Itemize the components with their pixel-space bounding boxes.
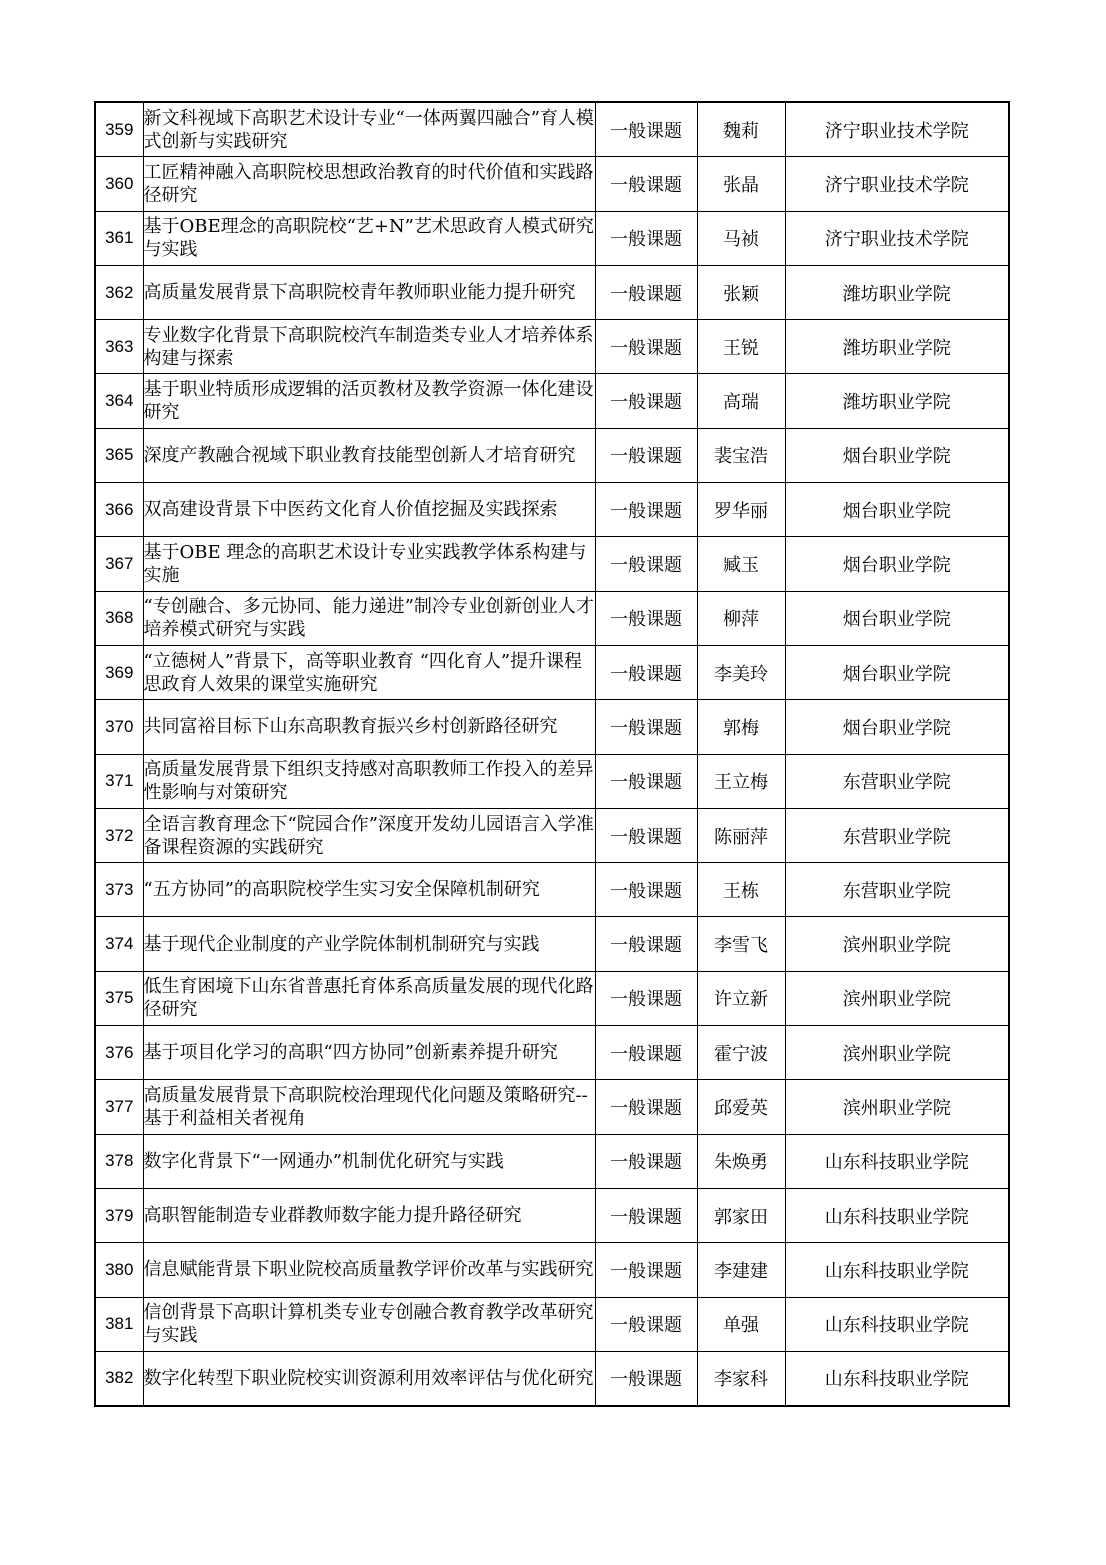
institution-name: 山东科技职业学院 [785, 1243, 1009, 1297]
institution-name: 滨州职业学院 [785, 1026, 1009, 1080]
row-number: 369 [95, 645, 143, 699]
row-number: 380 [95, 1243, 143, 1297]
institution-name: 烟台职业学院 [785, 428, 1009, 482]
institution-name: 烟台职业学院 [785, 700, 1009, 754]
project-leader: 李美玲 [697, 645, 785, 699]
row-number: 364 [95, 374, 143, 428]
project-leader: 王锐 [697, 320, 785, 374]
row-number: 375 [95, 971, 143, 1025]
table-row [95, 700, 1009, 754]
project-leader: 李建建 [697, 1243, 785, 1297]
project-category: 一般课题 [595, 1243, 697, 1297]
institution-name: 济宁职业技术学院 [785, 157, 1009, 211]
row-number: 363 [95, 320, 143, 374]
institution-name: 潍坊职业学院 [785, 320, 1009, 374]
table-row [95, 645, 1009, 699]
institution-name: 滨州职业学院 [785, 1080, 1009, 1134]
project-title: 共同富裕目标下山东高职教育振兴乡村创新路径研究 [143, 700, 595, 754]
table-row [95, 374, 1009, 428]
table-row [95, 1080, 1009, 1134]
project-list-table [94, 101, 1010, 1407]
project-title: 数字化背景下“一网通办”机制优化研究与实践 [143, 1134, 595, 1188]
table-row [95, 754, 1009, 808]
project-title: 深度产教融合视域下职业教育技能型创新人才培育研究 [143, 428, 595, 482]
project-leader: 高瑞 [697, 374, 785, 428]
table-row [95, 428, 1009, 482]
project-title: “专创融合、多元协同、能力递进”制冷专业创新创业人才培养模式研究与实践 [143, 591, 595, 645]
project-category: 一般课题 [595, 971, 697, 1025]
project-leader: 朱焕勇 [697, 1134, 785, 1188]
project-category: 一般课题 [595, 863, 697, 917]
row-number: 359 [95, 102, 143, 157]
project-title: 双高建设背景下中医药文化育人价值挖掘及实践探索 [143, 483, 595, 537]
institution-name: 东营职业学院 [785, 808, 1009, 862]
row-number: 370 [95, 700, 143, 754]
row-number: 368 [95, 591, 143, 645]
institution-name: 滨州职业学院 [785, 917, 1009, 971]
project-title: 基于现代企业制度的产业学院体制机制研究与实践 [143, 917, 595, 971]
row-number: 376 [95, 1026, 143, 1080]
institution-name: 潍坊职业学院 [785, 374, 1009, 428]
project-category: 一般课题 [595, 537, 697, 591]
project-category: 一般课题 [595, 917, 697, 971]
project-category: 一般课题 [595, 1080, 697, 1134]
table-row [95, 102, 1009, 157]
project-category: 一般课题 [595, 211, 697, 265]
institution-name: 烟台职业学院 [785, 537, 1009, 591]
project-category: 一般课题 [595, 754, 697, 808]
project-category: 一般课题 [595, 157, 697, 211]
project-leader: 裴宝浩 [697, 428, 785, 482]
institution-name: 山东科技职业学院 [785, 1188, 1009, 1242]
project-leader: 邱爱英 [697, 1080, 785, 1134]
project-title: 数字化转型下职业院校实训资源利用效率评估与优化研究 [143, 1351, 595, 1406]
table-row [95, 265, 1009, 319]
table-row [95, 971, 1009, 1025]
institution-name: 烟台职业学院 [785, 483, 1009, 537]
row-number: 373 [95, 863, 143, 917]
project-category: 一般课题 [595, 700, 697, 754]
project-category: 一般课题 [595, 483, 697, 537]
institution-name: 东营职业学院 [785, 754, 1009, 808]
project-title: 低生育困境下山东省普惠托育体系高质量发展的现代化路径研究 [143, 971, 595, 1025]
project-title: 高质量发展背景下高职院校青年教师职业能力提升研究 [143, 265, 595, 319]
project-title: 高质量发展背景下组织支持感对高职教师工作投入的差异性影响与对策研究 [143, 754, 595, 808]
project-title: 基于OBE理念的高职院校“艺+N”艺术思政育人模式研究与实践 [143, 211, 595, 265]
project-category: 一般课题 [595, 1351, 697, 1406]
project-category: 一般课题 [595, 1188, 697, 1242]
project-leader: 许立新 [697, 971, 785, 1025]
project-leader: 霍宁波 [697, 1026, 785, 1080]
project-title: 专业数字化背景下高职院校汽车制造类专业人才培养体系构建与探索 [143, 320, 595, 374]
project-category: 一般课题 [595, 645, 697, 699]
project-category: 一般课题 [595, 591, 697, 645]
project-leader: 陈丽萍 [697, 808, 785, 862]
project-title: 信创背景下高职计算机类专业专创融合教育教学改革研究与实践 [143, 1297, 595, 1351]
project-title: “五方协同”的高职院校学生实习安全保障机制研究 [143, 863, 595, 917]
table-row [95, 1026, 1009, 1080]
table-row [95, 808, 1009, 862]
project-title: 工匠精神融入高职院校思想政治教育的时代价值和实践路径研究 [143, 157, 595, 211]
institution-name: 东营职业学院 [785, 863, 1009, 917]
project-title: “立德树人”背景下，高等职业教育 “四化育人”提升课程思政育人效果的课堂实施研究 [143, 645, 595, 699]
project-title: 全语言教育理念下“院园合作”深度开发幼儿园语言入学准备课程资源的实践研究 [143, 808, 595, 862]
project-leader: 罗华丽 [697, 483, 785, 537]
row-number: 367 [95, 537, 143, 591]
row-number: 374 [95, 917, 143, 971]
table-row [95, 211, 1009, 265]
project-leader: 马祯 [697, 211, 785, 265]
table-row [95, 483, 1009, 537]
project-leader: 郭梅 [697, 700, 785, 754]
table-row [95, 863, 1009, 917]
project-category: 一般课题 [595, 265, 697, 319]
table-row [95, 917, 1009, 971]
project-leader: 单强 [697, 1297, 785, 1351]
project-leader: 李家科 [697, 1351, 785, 1406]
project-title: 新文科视域下高职艺术设计专业“一体两翼四融合”育人模式创新与实践研究 [143, 102, 595, 157]
row-number: 366 [95, 483, 143, 537]
row-number: 381 [95, 1297, 143, 1351]
table-row [95, 537, 1009, 591]
institution-name: 滨州职业学院 [785, 971, 1009, 1025]
project-category: 一般课题 [595, 808, 697, 862]
row-number: 382 [95, 1351, 143, 1406]
institution-name: 烟台职业学院 [785, 591, 1009, 645]
project-title: 高质量发展背景下高职院校治理现代化问题及策略研究--基于利益相关者视角 [143, 1080, 595, 1134]
row-number: 360 [95, 157, 143, 211]
table-body [95, 102, 1009, 1406]
institution-name: 济宁职业技术学院 [785, 102, 1009, 157]
project-leader: 柳萍 [697, 591, 785, 645]
row-number: 361 [95, 211, 143, 265]
project-leader: 王栋 [697, 863, 785, 917]
row-number: 379 [95, 1188, 143, 1242]
project-category: 一般课题 [595, 1134, 697, 1188]
project-leader: 王立梅 [697, 754, 785, 808]
institution-name: 山东科技职业学院 [785, 1297, 1009, 1351]
table-row [95, 1188, 1009, 1242]
project-category: 一般课题 [595, 374, 697, 428]
project-category: 一般课题 [595, 428, 697, 482]
table-row [95, 320, 1009, 374]
row-number: 371 [95, 754, 143, 808]
institution-name: 烟台职业学院 [785, 645, 1009, 699]
project-leader: 臧玉 [697, 537, 785, 591]
table-row [95, 1134, 1009, 1188]
row-number: 377 [95, 1080, 143, 1134]
table-row [95, 1351, 1009, 1406]
table-row [95, 1297, 1009, 1351]
project-leader: 张颖 [697, 265, 785, 319]
project-title: 信息赋能背景下职业院校高质量教学评价改革与实践研究 [143, 1243, 595, 1297]
institution-name: 山东科技职业学院 [785, 1134, 1009, 1188]
project-title: 基于OBE 理念的高职艺术设计专业实践教学体系构建与实施 [143, 537, 595, 591]
institution-name: 济宁职业技术学院 [785, 211, 1009, 265]
project-category: 一般课题 [595, 102, 697, 157]
row-number: 372 [95, 808, 143, 862]
project-leader: 张晶 [697, 157, 785, 211]
project-leader: 郭家田 [697, 1188, 785, 1242]
row-number: 365 [95, 428, 143, 482]
institution-name: 山东科技职业学院 [785, 1351, 1009, 1406]
project-category: 一般课题 [595, 1026, 697, 1080]
project-title: 基于项目化学习的高职“四方协同”创新素养提升研究 [143, 1026, 595, 1080]
table-row [95, 157, 1009, 211]
project-title: 高职智能制造专业群教师数字能力提升路径研究 [143, 1188, 595, 1242]
project-leader: 魏莉 [697, 102, 785, 157]
row-number: 378 [95, 1134, 143, 1188]
project-leader: 李雪飞 [697, 917, 785, 971]
table-row [95, 591, 1009, 645]
table-row [95, 1243, 1009, 1297]
project-category: 一般课题 [595, 1297, 697, 1351]
project-category: 一般课题 [595, 320, 697, 374]
institution-name: 潍坊职业学院 [785, 265, 1009, 319]
row-number: 362 [95, 265, 143, 319]
project-title: 基于职业特质形成逻辑的活页教材及教学资源一体化建设研究 [143, 374, 595, 428]
